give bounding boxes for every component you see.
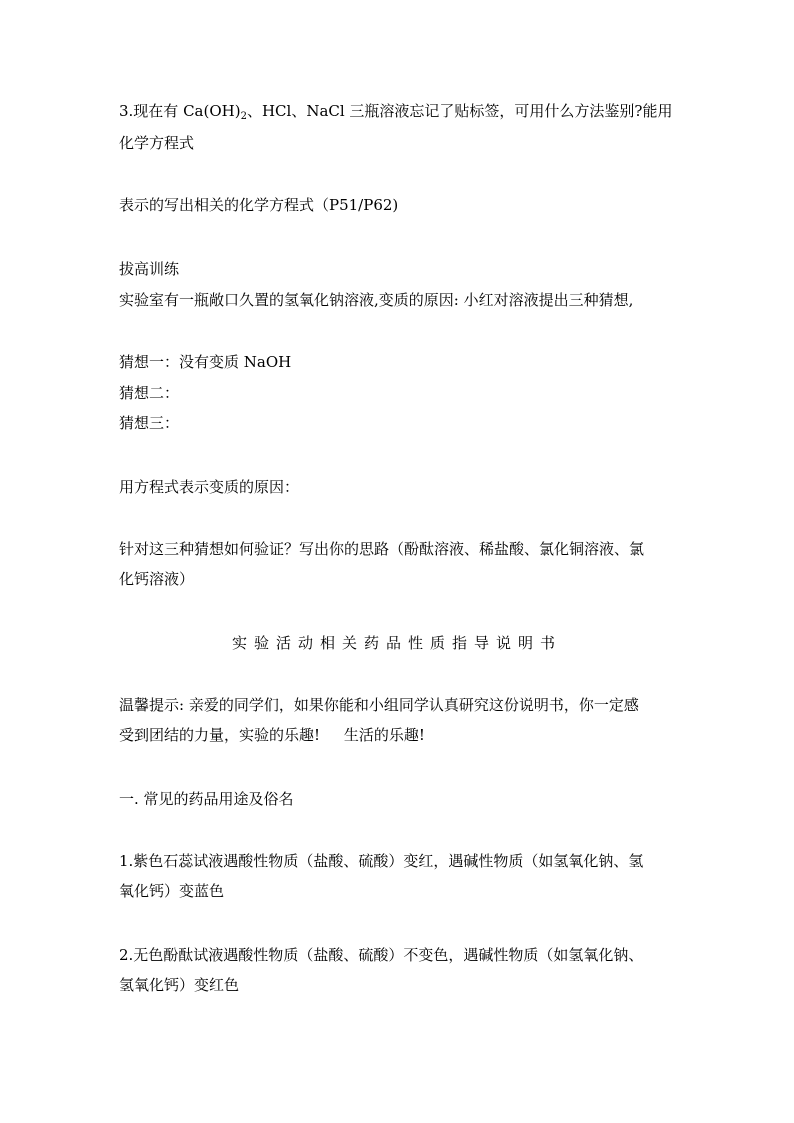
training-heading: 拔高训练 xyxy=(119,260,180,278)
question-3-line-1 xyxy=(119,101,672,121)
equation-prompt: 用方程式表示变质的原因： xyxy=(119,478,300,496)
guess-3: 猜想三： xyxy=(119,414,180,432)
section-1-heading: 一. 常见的药品用途及俗名 xyxy=(119,790,294,808)
tip-line-1: 温馨提示: 亲爱的同学们，如果你能和小组同学认真研究这份说明书，你一定感 xyxy=(119,696,639,714)
question-3-text-start: 3.现在有 Ca(OH) xyxy=(119,102,241,120)
training-intro: 实验室有一瓶敞口久置的氢氧化钠溶液,变质的原因: 小红对溶液提出三种猜想, xyxy=(119,291,634,309)
question-3-text-end: 、HCl、NaCl 三瓶溶液忘记了贴标签，可用什么方法鉴别?能用 xyxy=(246,102,673,120)
item-2-line-1: 2.无色酚酞试液遇酸性物质（盐酸、硫酸）不变色，遇碱性物质（如氢氧化钠、 xyxy=(119,946,644,964)
verify-line-2: 化钙溶液） xyxy=(119,570,195,588)
item-1-line-1: 1.紫色石蕊试液遇酸性物质（盐酸、硫酸）变红，遇碱性物质（如氢氧化钠、氢 xyxy=(119,852,644,870)
tip-line-2: 受到团结的力量，实验的乐趣! 生活的乐趣! xyxy=(119,726,425,744)
question-3-line-3: 表示的写出相关的化学方程式（P51/P62) xyxy=(119,196,399,214)
question-3-line-2: 化学方程式 xyxy=(119,134,195,152)
manual-title: 实验活动相关药品性质指导说明书 xyxy=(231,634,562,652)
subscript-2: 2 xyxy=(240,111,247,122)
verify-line-1: 针对这三种猜想如何验证？写出你的思路（酚酞溶液、稀盐酸、氯化铜溶液、氯 xyxy=(119,540,645,558)
item-1-line-2: 氧化钙）变蓝色 xyxy=(119,882,225,900)
item-2-line-2: 氢氧化钙）变红色 xyxy=(119,976,240,994)
guess-1: 猜想一：没有变质 NaOH xyxy=(119,353,292,371)
guess-2: 猜想二： xyxy=(119,384,180,402)
